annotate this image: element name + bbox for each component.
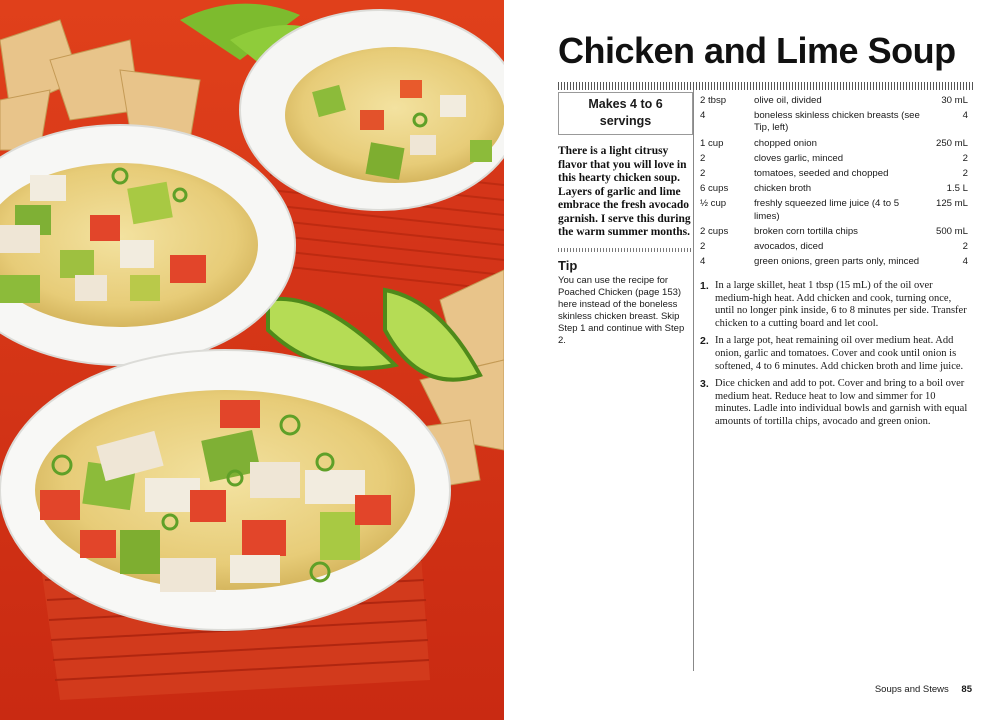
ingredient-qty: 1 cup	[700, 137, 724, 149]
ingredient-metric: 2	[962, 152, 968, 164]
ingredient-qty: 2	[700, 168, 706, 180]
ingredient-row	[700, 183, 968, 195]
page-footer	[875, 684, 972, 695]
step-number: 1.	[700, 280, 709, 292]
ingredient-row	[700, 198, 968, 222]
column-divider	[693, 90, 694, 671]
ingredient-name: green onions, green parts only, minced	[754, 256, 920, 268]
tip-text: You can use the recipe for Poached Chicken (page 153) here instead of the boneless skinless chicken breast. Skip Step 1 and continue with Step 2.	[558, 274, 685, 346]
ingredient-metric: 4	[962, 256, 968, 268]
recipe-intro: There is a light citrusy flavor that you will love in this hearty chicken soup. Layers of garlic and lime embrace the fresh avocado garnish. I serve this during the warm summer months.	[558, 145, 691, 238]
ingredient-name: chicken broth	[754, 183, 812, 195]
ingredient-metric: 30 mL	[941, 95, 968, 106]
ingredient-metric: 125 mL	[936, 198, 968, 210]
ingredient-metric: 4	[962, 110, 968, 122]
ingredient-qty: 2 cups	[700, 225, 729, 237]
ingredient-metric: 2	[962, 241, 968, 253]
step-text: In a large skillet, heat 1 tbsp (15 mL) of the oil over medium-high heat. Add chicken and cook, turning once, until no longer pink inside, 6 to 8 minutes per side. Transfer chicken to a cutting board and let cool.	[715, 280, 967, 329]
ingredient-name: cloves garlic, minced	[754, 152, 844, 164]
method-step	[700, 335, 970, 373]
ingredient-qty: 4	[700, 256, 706, 268]
recipe-title: Chicken and Lime Soup	[558, 30, 956, 71]
ingredient-row	[700, 95, 968, 107]
ingredient-row	[700, 168, 968, 180]
ingredient-name: tomatoes, seeded and chopped	[754, 168, 889, 180]
method-step	[700, 378, 970, 428]
ingredient-row	[700, 153, 968, 165]
recipe-page	[504, 0, 1008, 720]
servings-box: Makes 4 to 6 servings	[558, 92, 693, 135]
method-step	[700, 280, 970, 330]
step-number: 2.	[700, 335, 709, 348]
ingredient-qty: 6 cups	[700, 183, 729, 195]
ingredient-qty: 2	[700, 241, 706, 253]
ingredient-qty: 4	[700, 110, 706, 122]
tip-heading: Tip	[558, 257, 578, 273]
ingredient-row	[700, 241, 968, 253]
ingredient-name: olive oil, divided	[754, 95, 822, 106]
title-rule	[558, 82, 974, 90]
ingredient-row	[700, 256, 968, 268]
step-text: In a large pot, heat remaining oil over medium heat. Add onion, garlic and tomatoes. Cover and cook until onion is softened, 4 to 6 minutes. Add chicken broth and lime juice.	[715, 335, 964, 372]
ingredient-metric: 1.5 L	[946, 183, 968, 195]
step-number: 3.	[700, 378, 709, 391]
tip-rule	[558, 248, 693, 252]
ingredient-list	[700, 95, 968, 271]
footer-section: Soups and Stews	[874, 684, 949, 695]
ingredient-name: chopped onion	[754, 137, 817, 149]
ingredient-metric: 250 mL	[936, 137, 968, 149]
ingredient-name: avocados, diced	[754, 241, 824, 253]
page-number: 85	[961, 684, 972, 695]
ingredient-name: freshly squeezed lime juice (4 to 5 limes)	[754, 198, 900, 222]
ingredient-metric: 2	[962, 168, 968, 180]
ingredient-name: boneless skinless chicken breasts (see Tip, left)	[754, 110, 920, 134]
ingredient-qty: 2 tbsp	[700, 95, 727, 106]
ingredient-row	[700, 110, 968, 134]
ingredient-metric: 500 mL	[936, 225, 968, 237]
ingredient-row	[700, 138, 968, 150]
step-text: Dice chicken and add to pot. Cover and bring to a boil over medium heat. Reduce heat to low and simmer for 10 minutes. Ladle into individual bowls and garnish with equal amounts of tortilla chips, avocado and green onion.	[715, 378, 968, 427]
ingredient-qty: ½ cup	[700, 198, 727, 210]
ingredient-qty: 2	[700, 152, 706, 164]
sidebar-column	[558, 92, 693, 347]
ingredient-row	[700, 226, 968, 238]
ingredient-name: broken corn tortilla chips	[754, 225, 858, 237]
method-steps	[700, 280, 970, 434]
